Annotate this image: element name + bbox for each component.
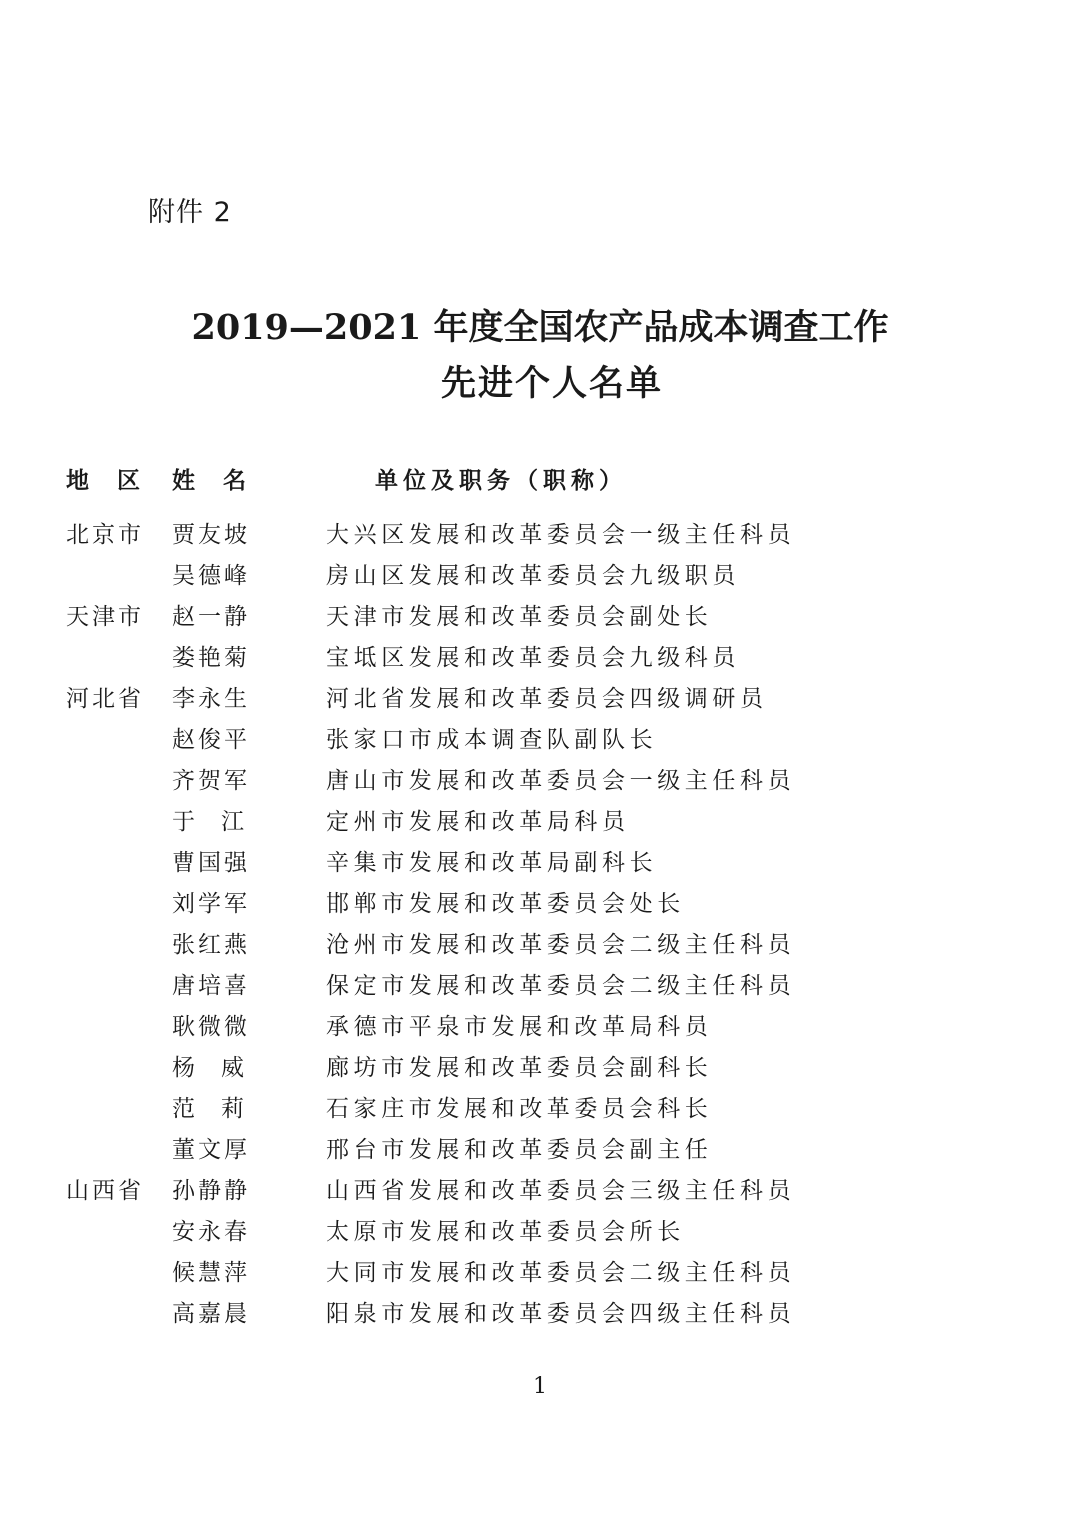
row-unit: 沧州市发展和改革委员会二级主任科员 bbox=[326, 932, 796, 958]
row-unit: 邢台市发展和改革委员会副主任 bbox=[326, 1137, 713, 1163]
document-title-line-1: 2019—2021 年度全国农产品成本调查工作 bbox=[191, 307, 889, 348]
row-unit: 宝坻区发展和改革委员会九级科员 bbox=[326, 645, 740, 671]
row-unit: 邯郸市发展和改革委员会处长 bbox=[326, 891, 685, 917]
table-row bbox=[0, 1213, 1080, 1253]
table-row bbox=[0, 1049, 1080, 1089]
row-name: 董文厚 bbox=[172, 1137, 250, 1163]
table-row bbox=[0, 557, 1080, 597]
row-name: 刘学军 bbox=[172, 891, 250, 917]
table-row bbox=[0, 1172, 1080, 1212]
table-row bbox=[0, 803, 1080, 843]
page-number: 1 bbox=[533, 1374, 547, 1399]
row-region: 天津市 bbox=[66, 604, 144, 630]
row-name: 唐培喜 bbox=[172, 973, 250, 999]
row-name: 赵一静 bbox=[172, 604, 250, 630]
row-unit: 天津市发展和改革委员会副处长 bbox=[326, 604, 713, 630]
row-name: 齐贺军 bbox=[172, 768, 250, 794]
row-unit: 大兴区发展和改革委员会一级主任科员 bbox=[326, 522, 796, 548]
table-row bbox=[0, 598, 1080, 638]
table-row bbox=[0, 1254, 1080, 1294]
table-row bbox=[0, 762, 1080, 802]
table-row bbox=[0, 926, 1080, 966]
table-row bbox=[0, 967, 1080, 1007]
row-unit: 石家庄市发展和改革委员会科长 bbox=[326, 1096, 713, 1122]
table-row bbox=[0, 844, 1080, 884]
row-region: 山西省 bbox=[66, 1178, 144, 1204]
table-header bbox=[0, 462, 1080, 502]
table-row bbox=[0, 1295, 1080, 1335]
row-name: 高嘉晨 bbox=[172, 1301, 250, 1327]
row-name: 杨威 bbox=[172, 1055, 270, 1081]
table-row bbox=[0, 639, 1080, 679]
row-name: 候慧萍 bbox=[172, 1260, 250, 1286]
table-row bbox=[0, 885, 1080, 925]
row-unit: 唐山市发展和改革委员会一级主任科员 bbox=[326, 768, 796, 794]
row-unit: 太原市发展和改革委员会所长 bbox=[326, 1219, 685, 1245]
table-row bbox=[0, 1008, 1080, 1048]
row-name: 张红燕 bbox=[172, 932, 250, 958]
row-unit: 房山区发展和改革委员会九级职员 bbox=[326, 563, 740, 589]
row-name: 范莉 bbox=[172, 1096, 270, 1122]
row-name: 耿微微 bbox=[172, 1014, 250, 1040]
table-row bbox=[0, 1090, 1080, 1130]
row-name: 赵俊平 bbox=[172, 727, 250, 753]
row-unit: 辛集市发展和改革局副科长 bbox=[326, 850, 658, 876]
row-name: 娄艳菊 bbox=[172, 645, 250, 671]
row-unit: 大同市发展和改革委员会二级主任科员 bbox=[326, 1260, 796, 1286]
row-name: 吴德峰 bbox=[172, 563, 250, 589]
row-unit: 山西省发展和改革委员会三级主任科员 bbox=[326, 1178, 796, 1204]
row-unit: 定州市发展和改革局科员 bbox=[326, 809, 630, 835]
table-row bbox=[0, 721, 1080, 761]
row-unit: 保定市发展和改革委员会二级主任科员 bbox=[326, 973, 796, 999]
row-unit: 张家口市成本调查队副队长 bbox=[326, 727, 658, 753]
row-unit: 廊坊市发展和改革委员会副科长 bbox=[326, 1055, 713, 1081]
row-region: 河北省 bbox=[66, 686, 144, 712]
row-name: 于江 bbox=[172, 809, 270, 835]
table-row bbox=[0, 1131, 1080, 1171]
row-unit: 河北省发展和改革委员会四级调研员 bbox=[326, 686, 768, 712]
table-row bbox=[0, 516, 1080, 556]
header-name: 姓名 bbox=[172, 467, 274, 494]
row-unit: 承德市平泉市发展和改革局科员 bbox=[326, 1014, 713, 1040]
row-name: 孙静静 bbox=[172, 1178, 250, 1204]
row-name: 李永生 bbox=[172, 686, 250, 712]
row-name: 贾友坡 bbox=[172, 522, 250, 548]
row-name: 安永春 bbox=[172, 1219, 250, 1245]
attachment-label: 附件 2 bbox=[148, 197, 232, 228]
document-title-line-2: 先进个人名单 bbox=[440, 363, 663, 404]
row-name: 曹国强 bbox=[172, 850, 250, 876]
header-region: 地区 bbox=[66, 467, 168, 494]
header-unit: 单位及职务（职称） bbox=[375, 467, 627, 494]
row-region: 北京市 bbox=[66, 522, 144, 548]
row-unit: 阳泉市发展和改革委员会四级主任科员 bbox=[326, 1301, 796, 1327]
table-row bbox=[0, 680, 1080, 720]
